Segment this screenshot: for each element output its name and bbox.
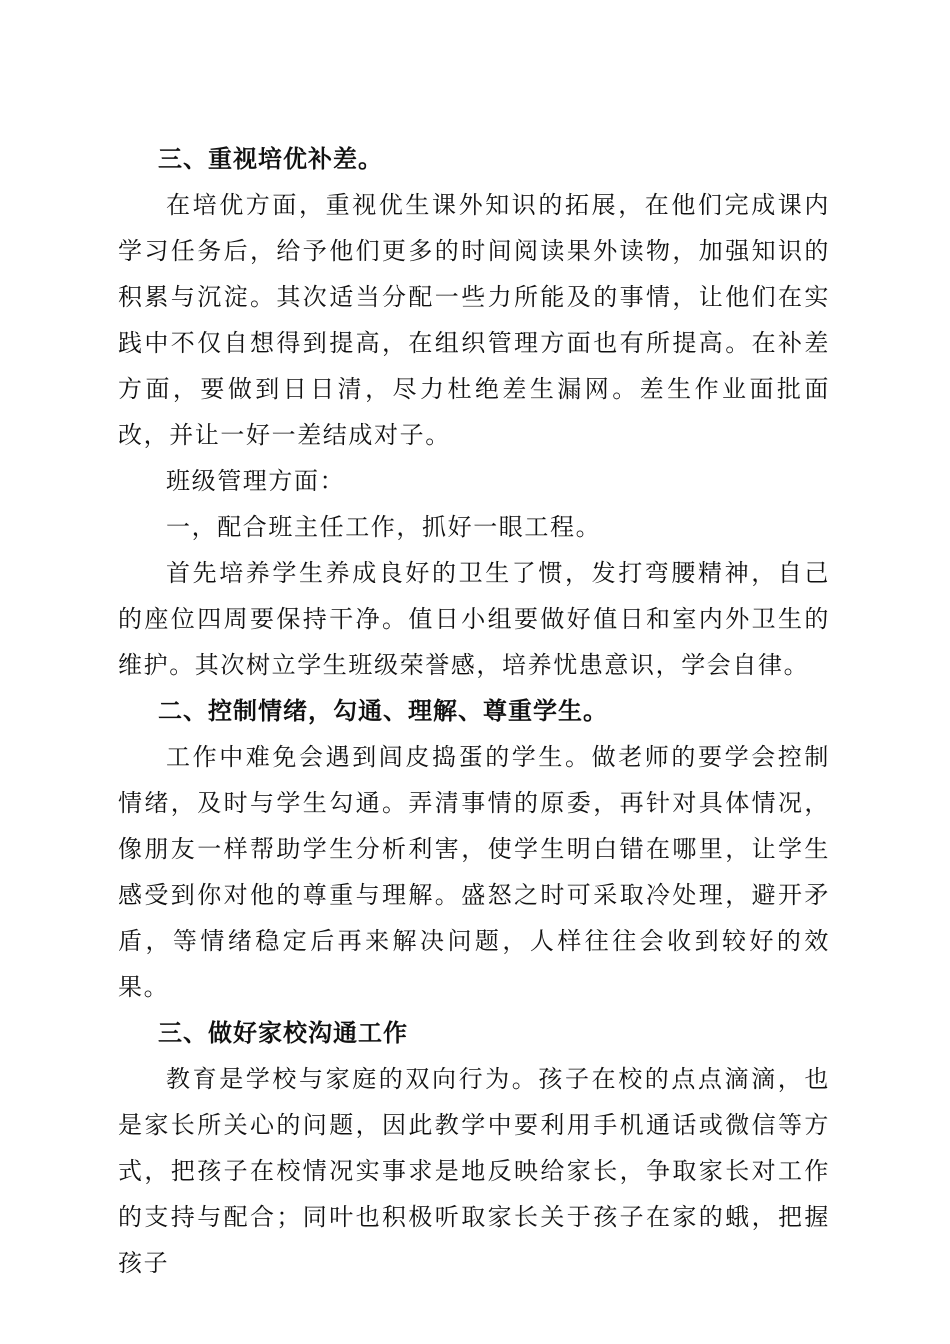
paragraph: 教育是学校与家庭的双向行为。孩子在校的点点滴滴，也是家长所关心的问题，因此教学中要利用手机通话或微信等方式，把孩子在校情况实事求是地反映给家长，争取家长对工作的支持与配合；同叶也积极听取家长关于孩子在家的蛾，把握孩子 (118, 1065, 830, 1277)
section-heading: 三、做好家校沟通工作 (158, 1019, 408, 1047)
section-heading: 二、控制情绪，勾通、理解、尊重学生。 (158, 697, 608, 725)
paragraph: 在培优方面，重视优生课外知识的拓展，在他们完成课内学习任务后，给予他们更多的时间阅读果外读物，加强知识的积累与沉淀。其次适当分配一些力所能及的事情，让他们在实践中不仅自想得到提高，在组织管理方面也有所提高。在补差方面，要做到日日清，尽力杜绝差生漏网。差生作业面批面改，并让一好一差结成对子。 (118, 191, 830, 449)
paragraph: 工作中难免会遇到闾皮捣蛋的学生。做老师的要学会控制情绪，及时与学生勾通。弄清事情的原委，再针对具体情况，像朋友一样帮助学生分析利害，使学生明白错在哪里，让学生感受到你对他的尊重与理解。盛怒之时可采取冷处理，避开矛盾，等情绪稳定后再来解决问题，人样往往会收到较好的效果。 (118, 743, 830, 1001)
paragraph: 首先培养学生养成良好的卫生了惯，发打弯腰精神，自己的座位四周要保持干净。值日小组要做好值日和室内外卫生的维护。其次树立学生班级荣誉感，培养忧患意识，学会自律。 (118, 559, 830, 679)
section-heading: 三、重视培优补差。 (158, 145, 383, 173)
document-body (118, 136, 830, 1286)
paragraph: 班级管理方面： (166, 467, 346, 495)
paragraph: 一，配合班主任工作，抓好一眼工程。 (166, 513, 602, 541)
